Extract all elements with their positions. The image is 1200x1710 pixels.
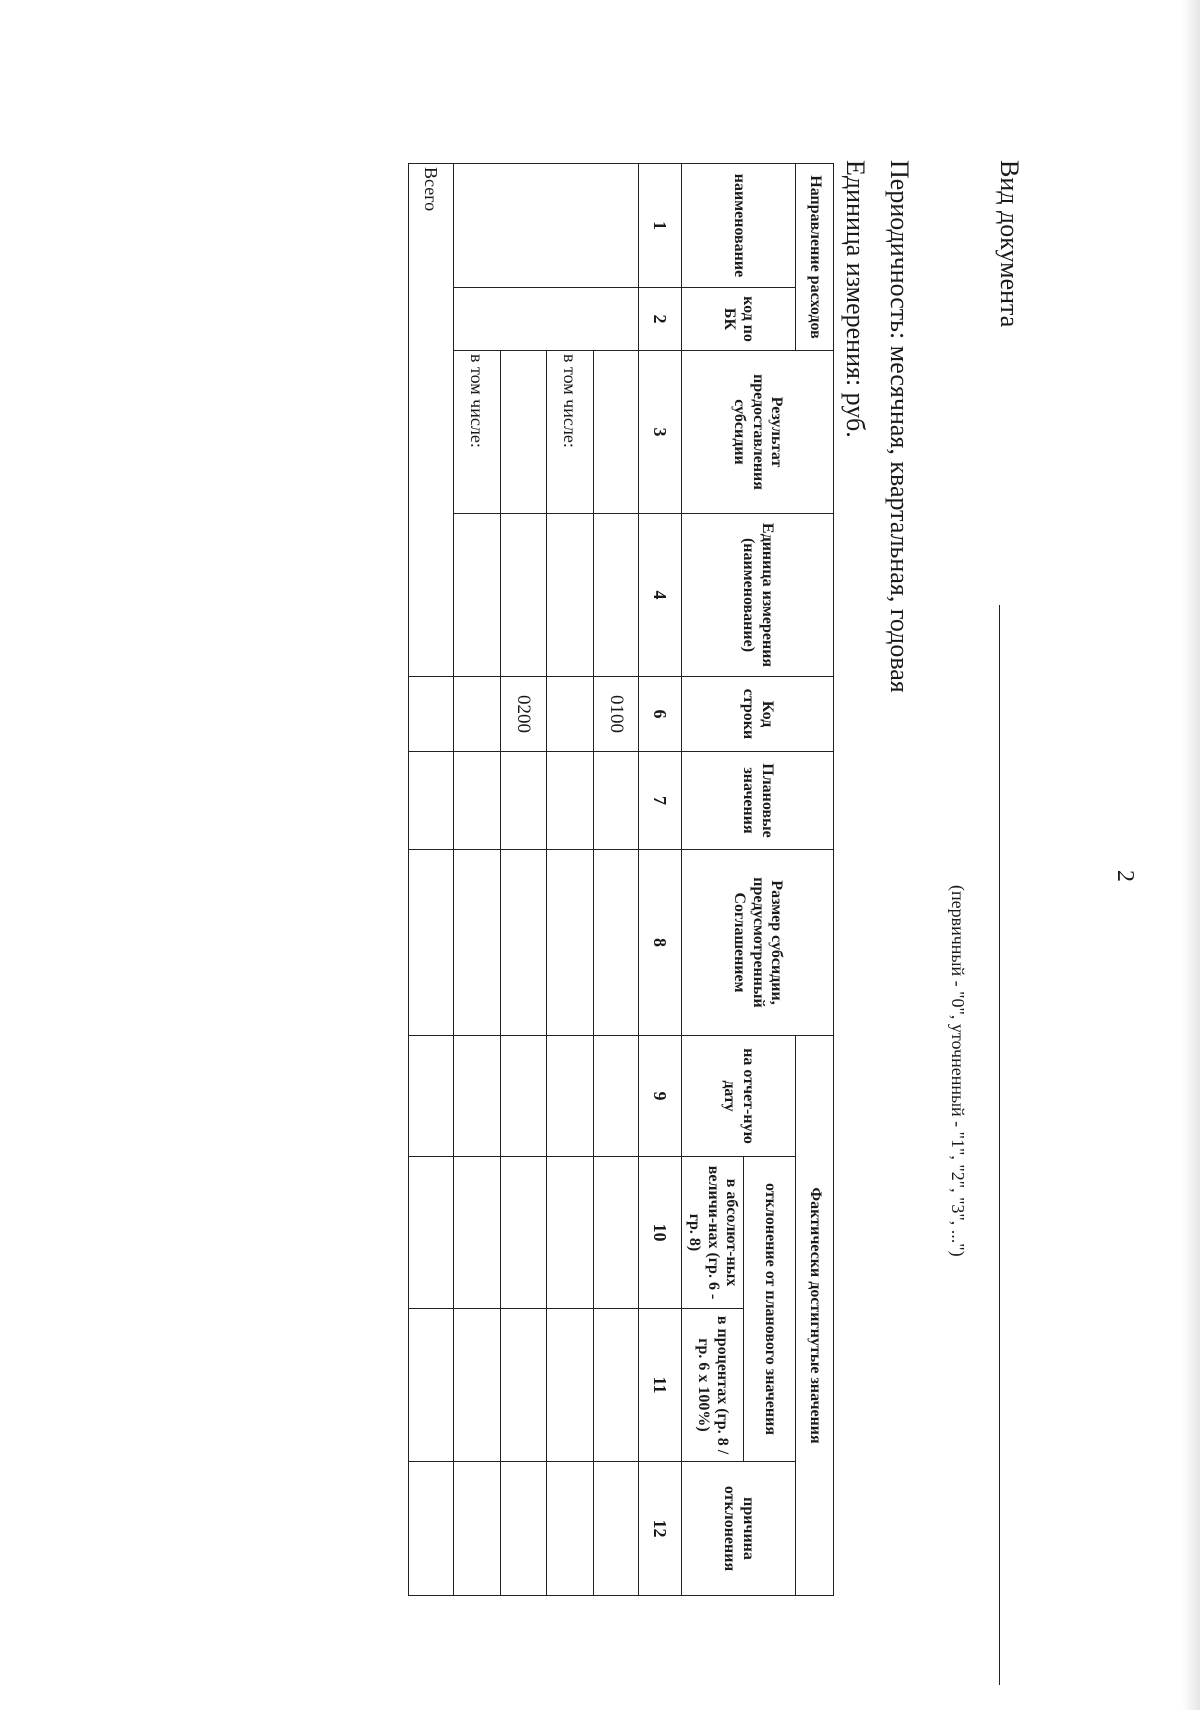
column-number-row: [639, 164, 682, 1596]
cell: [409, 1157, 454, 1309]
cell: [501, 1036, 547, 1157]
cell: [454, 1309, 501, 1462]
row-code-cell: 0100: [594, 677, 639, 752]
table-row: [501, 164, 547, 1596]
header-result: Результат предоставления субсидии: [682, 351, 834, 514]
col-number: 6: [639, 677, 682, 752]
row-code-cell: [454, 677, 501, 752]
document-type-note: (первичный - "0", уточненный - "1", "2", "3", ..."): [948, 885, 968, 1257]
col-number: 11: [639, 1309, 682, 1462]
cell: [594, 1157, 639, 1309]
table-row: [594, 164, 639, 1596]
cell: [501, 514, 547, 677]
cell: [594, 752, 639, 850]
col-number: 2: [639, 288, 682, 351]
header-reason: причина отклонения: [682, 1462, 796, 1596]
unit-of-measure-line: Единица измерения: руб.: [841, 160, 870, 438]
cell: [409, 1036, 454, 1157]
cell: [547, 1309, 594, 1462]
header-deviation: отклонение от планового значения: [744, 1157, 796, 1462]
col-number: 4: [639, 514, 682, 677]
header-deviation-pct: в процентах (гр. 8 / гр. 6 х 100%): [682, 1309, 744, 1462]
header-direction-code: код по БК: [682, 288, 796, 351]
table-row: [547, 164, 594, 1596]
result-cell: [501, 351, 547, 514]
cell: [594, 514, 639, 677]
header-on-date: на отчет-ную дату: [682, 1036, 796, 1157]
cell: [454, 1462, 501, 1596]
header-planned: Плановые значения: [682, 752, 834, 850]
total-label: Всего: [409, 164, 454, 677]
total-row: [409, 164, 454, 1596]
cell: [501, 1462, 547, 1596]
cell: [547, 850, 594, 1036]
cell: [594, 1036, 639, 1157]
cell: [547, 1462, 594, 1596]
table-row: [454, 164, 501, 1596]
cell: [501, 752, 547, 850]
cell: [547, 752, 594, 850]
cell: [409, 850, 454, 1036]
header-subsidy-amount: Размер субсидии, предусмотренный Соглашением: [682, 850, 834, 1036]
page-number: 2: [1112, 870, 1138, 882]
cell: [454, 1036, 501, 1157]
col-number: 12: [639, 1462, 682, 1596]
cell: [409, 752, 454, 850]
col-number: 3: [639, 351, 682, 514]
cell: [454, 1157, 501, 1309]
cell: [547, 514, 594, 677]
cell: [547, 1036, 594, 1157]
cell: [501, 1309, 547, 1462]
cell: [454, 752, 501, 850]
row-code-cell: [547, 677, 594, 752]
col-number: 9: [639, 1036, 682, 1157]
header-direction: Направление расходов: [796, 164, 834, 351]
col-number: 1: [639, 164, 682, 288]
cell: [454, 164, 639, 288]
cell: [594, 850, 639, 1036]
header-row-code: Код строки: [682, 677, 834, 752]
cell: [594, 1309, 639, 1462]
col-number: 7: [639, 752, 682, 850]
scan-edge: [1182, 0, 1200, 1710]
cell: [454, 288, 639, 351]
cell: [409, 1462, 454, 1596]
row-code-cell: 0200: [501, 677, 547, 752]
document-type-label: Вид документа: [995, 160, 1024, 328]
cell: [501, 1157, 547, 1309]
periodicity-line: Периодичность: месячная, квартальная, годовая: [885, 160, 914, 693]
cell: [547, 1157, 594, 1309]
cell: [594, 1462, 639, 1596]
document-type-fill-line: [999, 605, 1000, 1685]
cell: [409, 677, 454, 752]
cell: [409, 1309, 454, 1462]
result-cell: в том числе:: [547, 351, 594, 514]
header-deviation-abs: в абсолют-ных величи-нах (гр. 6 - гр. 8): [682, 1157, 744, 1309]
result-cell: в том числе:: [454, 351, 501, 514]
result-cell: [594, 351, 639, 514]
col-number: 10: [639, 1157, 682, 1309]
header-actual: Фактически достигнутые значения: [796, 1036, 834, 1596]
cell: [454, 514, 501, 677]
report-table: [408, 163, 834, 1596]
cell: [454, 850, 501, 1036]
header-unit: Единица измерения (наименование): [682, 514, 834, 677]
col-number: 8: [639, 850, 682, 1036]
header-direction-name: наименование: [682, 164, 796, 288]
cell: [501, 850, 547, 1036]
